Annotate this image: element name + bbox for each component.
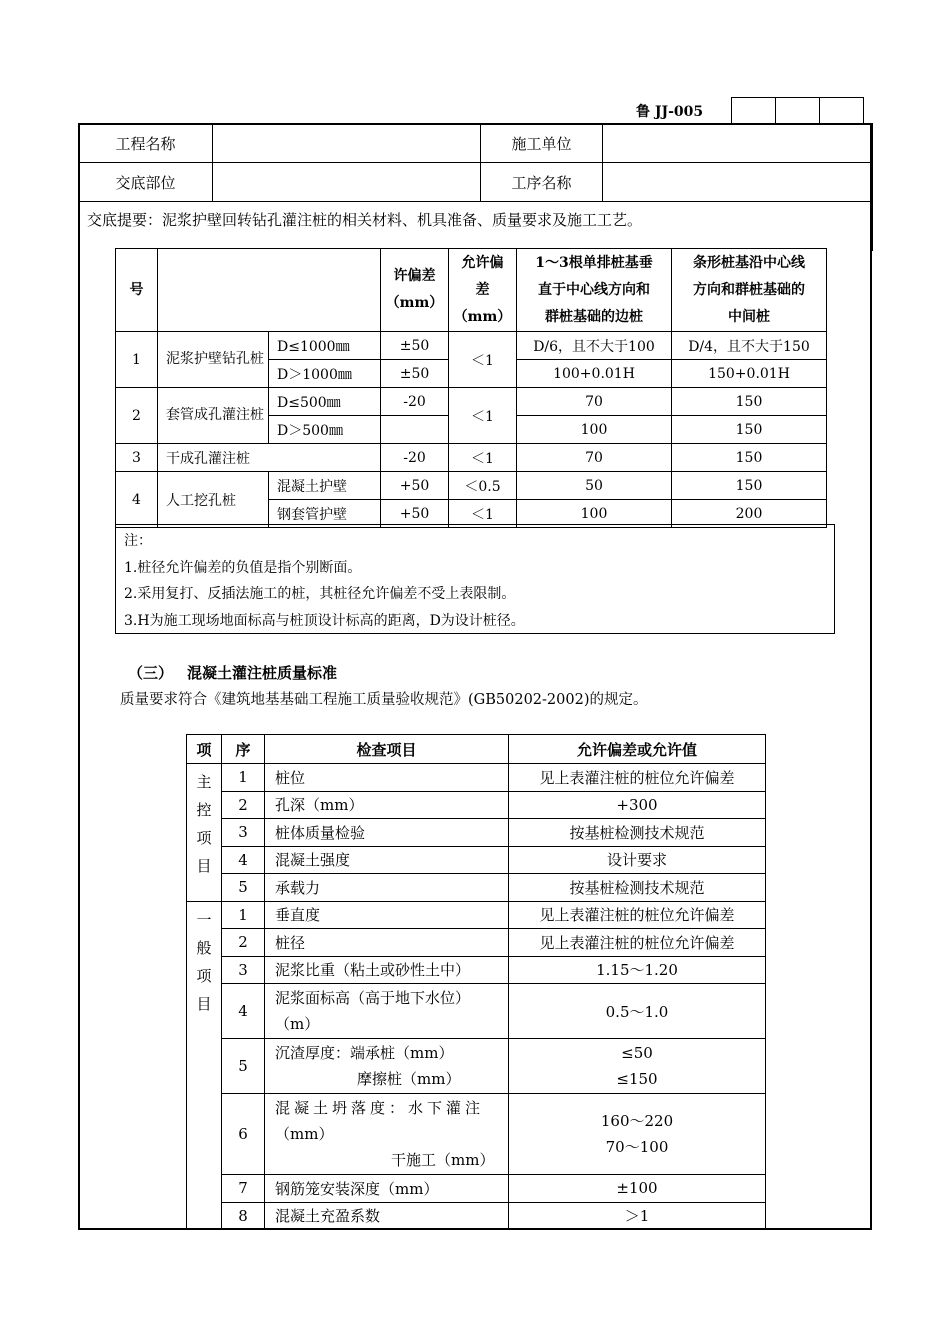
value-line: ≤150 <box>616 1070 658 1088</box>
item-value: ±100 <box>509 1175 766 1203</box>
project-name-value[interactable] <box>213 124 481 163</box>
location-label: 交底部位 <box>79 163 213 202</box>
brief-text: 交底提要：泥浆护壁回转钻孔灌注桩的相关材料、机具准备、质量要求及施工工艺。 <box>79 202 873 252</box>
header-line: 中间桩 <box>728 308 770 325</box>
project-name-label: 工程名称 <box>79 124 213 163</box>
item-name: 桩体质量检验 <box>265 819 509 847</box>
value-line: 160～220 <box>600 1112 674 1130</box>
header-line: 方向和群桩基础的 <box>693 281 805 298</box>
header-line: 群桩基础的边桩 <box>545 308 643 325</box>
diameter-dev: +50 <box>381 472 449 500</box>
item-line: 混凝土坍落度：水下灌注 <box>275 1099 485 1117</box>
contractor-label: 施工单位 <box>481 124 603 163</box>
row-no: 4 <box>116 472 158 528</box>
middle-pile-value: 150+0.01H <box>672 360 827 388</box>
code-boxes <box>731 97 864 124</box>
code-box[interactable] <box>776 98 820 124</box>
edge-pile-value: 100 <box>517 416 672 444</box>
header-line: 直于中心线方向和 <box>538 281 650 298</box>
item-name: 混凝土充盈系数 <box>265 1202 509 1230</box>
edge-pile-value: 50 <box>517 472 672 500</box>
item-name: 桩径 <box>265 929 509 957</box>
item-no: 2 <box>222 791 265 819</box>
item-no: 8 <box>222 1202 265 1230</box>
item-value: +300 <box>509 791 766 819</box>
header-check-item: 检查项目 <box>265 735 509 764</box>
item-name <box>265 1039 509 1094</box>
header-category: 项 <box>187 735 222 764</box>
header-table <box>78 123 873 251</box>
item-value: 见上表灌注桩的桩位允许偏差 <box>509 764 766 792</box>
header-edge-pile <box>517 249 672 332</box>
middle-pile-value: D/4，且不大于150 <box>672 332 827 360</box>
location-value[interactable] <box>213 163 481 202</box>
item-value: 见上表灌注桩的桩位允许偏差 <box>509 929 766 957</box>
item-value: ＞1 <box>509 1202 766 1230</box>
item-value: 见上表灌注桩的桩位允许偏差 <box>509 901 766 929</box>
vertical-dev: ＜1 <box>449 388 517 444</box>
item-name <box>265 984 509 1039</box>
item-line: 干施工（mm） <box>391 1151 495 1169</box>
item-value <box>509 1039 766 1094</box>
vertical-dev: ＜1 <box>449 500 517 528</box>
header-line: （mm） <box>385 295 444 311</box>
item-no: 5 <box>222 874 265 902</box>
note-line: 2.采用复打、反插法施工的桩，其桩径允许偏差不受上表限制。 <box>124 586 516 602</box>
note-line: 1.桩径允许偏差的负值是指个别断面。 <box>124 559 362 576</box>
item-value: 0.5～1.0 <box>509 984 766 1039</box>
header-no: 号 <box>116 249 158 332</box>
header-vertical-dev <box>449 249 517 332</box>
item-value: 按基桩检测技术规范 <box>509 819 766 847</box>
item-name: 孔深（mm） <box>265 791 509 819</box>
item-line: （mm） <box>275 1125 334 1143</box>
diameter-dev: -20 <box>381 388 449 416</box>
diameter-dev: -20 <box>381 444 449 472</box>
section-heading <box>128 662 337 683</box>
pile-deviation-table <box>115 248 827 528</box>
diameter-dev: ±50 <box>381 360 449 388</box>
header-line: 许偏差 <box>393 268 436 284</box>
vertical-dev: ＜0.5 <box>449 472 517 500</box>
category-char: 控 <box>196 801 212 819</box>
row-no: 1 <box>116 332 158 388</box>
row-no: 2 <box>116 388 158 444</box>
pile-subtype: 混凝土护壁 <box>269 472 381 500</box>
header-seq: 序 <box>222 735 265 764</box>
category-char: 项 <box>196 829 212 847</box>
item-no: 7 <box>222 1175 265 1203</box>
diameter-dev <box>381 416 449 444</box>
pile-type: 套管成孔灌注桩 <box>158 388 269 444</box>
item-line: 摩擦桩（mm） <box>357 1070 461 1088</box>
item-no: 6 <box>222 1094 265 1175</box>
item-line: （m） <box>275 1015 320 1033</box>
quality-standard-table <box>186 734 766 1230</box>
section-description: 质量要求符合《建筑地基基础工程施工质量验收规范》(GB50202-2002)的规定。 <box>120 692 648 708</box>
code-box[interactable] <box>732 98 776 124</box>
general-items-label <box>187 901 222 1230</box>
category-char: 一 <box>196 910 212 929</box>
vertical-dev: ＜1 <box>449 444 517 472</box>
pile-subtype: D＞500㎜ <box>269 416 381 444</box>
item-no: 4 <box>222 846 265 874</box>
edge-pile-value: 70 <box>517 444 672 472</box>
item-no: 2 <box>222 929 265 957</box>
diameter-dev: ±50 <box>381 332 449 360</box>
pile-subtype: D≤500㎜ <box>269 388 381 416</box>
note-line: 注： <box>124 533 152 549</box>
item-no: 3 <box>222 819 265 847</box>
item-name: 钢筋笼安装深度（mm） <box>265 1175 509 1203</box>
edge-pile-value: 70 <box>517 388 672 416</box>
diameter-dev: +50 <box>381 500 449 528</box>
item-no: 5 <box>222 1039 265 1094</box>
item-no: 1 <box>222 901 265 929</box>
value-line: ≤50 <box>621 1044 653 1062</box>
middle-pile-value: 150 <box>672 444 827 472</box>
row-no: 3 <box>116 444 158 472</box>
process-value[interactable] <box>603 163 873 202</box>
process-label: 工序名称 <box>481 163 603 202</box>
item-no: 3 <box>222 956 265 984</box>
main-control-label <box>187 764 222 902</box>
item-value <box>509 1094 766 1175</box>
vertical-dev: ＜1 <box>449 332 517 388</box>
middle-pile-value: 150 <box>672 472 827 500</box>
pile-subtype: D≤1000㎜ <box>269 332 381 360</box>
header-line: 允许偏 <box>461 254 504 271</box>
header-line: （mm） <box>453 308 512 325</box>
section-title: 混凝土灌注桩质量标准 <box>187 664 338 682</box>
category-char: 主 <box>196 773 212 791</box>
category-char: 目 <box>196 994 212 1013</box>
category-char: 目 <box>196 857 212 875</box>
item-value: 1.15～1.20 <box>509 956 766 984</box>
header-allowed-value: 允许偏差或允许值 <box>509 735 766 764</box>
item-value: 设计要求 <box>509 846 766 874</box>
item-name <box>265 1094 509 1175</box>
category-char: 般 <box>196 938 212 957</box>
item-name: 桩位 <box>265 764 509 792</box>
item-no: 1 <box>222 764 265 792</box>
pile-type: 泥浆护壁钻孔桩 <box>158 332 269 388</box>
header-blank <box>158 249 381 332</box>
header-middle-pile <box>672 249 827 332</box>
item-line: 沉渣厚度：端承桩（mm） <box>275 1044 454 1062</box>
item-value: 按基桩检测技术规范 <box>509 874 766 902</box>
edge-pile-value: 100 <box>517 500 672 528</box>
item-line: 泥浆面标高（高于地下水位） <box>275 989 471 1007</box>
header-line: 条形桩基沿中心线 <box>693 254 805 271</box>
contractor-value[interactable] <box>603 124 873 163</box>
middle-pile-value: 200 <box>672 500 827 528</box>
pile-subtype: 钢套管护壁 <box>269 500 381 528</box>
pile-type: 人工挖孔桩 <box>158 472 269 528</box>
item-name: 垂直度 <box>265 901 509 929</box>
section-number: （三） <box>128 664 174 682</box>
header-line: 1～3根单排桩基垂 <box>535 254 653 271</box>
value-line: 70～100 <box>605 1138 669 1156</box>
note-line: 3.H为施工现场地面标高与桩顶设计标高的距离，D为设计桩径。 <box>124 612 525 629</box>
form-code: 鲁 JJ-005 <box>636 104 704 120</box>
pile-type: 干成孔灌注桩 <box>158 444 381 472</box>
item-name: 混凝土强度 <box>265 846 509 874</box>
pile-subtype: D＞1000㎜ <box>269 360 381 388</box>
middle-pile-value: 150 <box>672 388 827 416</box>
header-line: 差 <box>475 281 490 298</box>
item-no: 4 <box>222 984 265 1039</box>
category-char: 项 <box>196 966 212 985</box>
item-name: 泥浆比重（粘土或砂性土中） <box>265 956 509 984</box>
header-allow-dev <box>381 249 449 332</box>
code-box[interactable] <box>820 98 864 124</box>
middle-pile-value: 150 <box>672 416 827 444</box>
edge-pile-value: 100+0.01H <box>517 360 672 388</box>
item-name: 承载力 <box>265 874 509 902</box>
notes-box <box>115 524 835 634</box>
edge-pile-value: D/6，且不大于100 <box>517 332 672 360</box>
